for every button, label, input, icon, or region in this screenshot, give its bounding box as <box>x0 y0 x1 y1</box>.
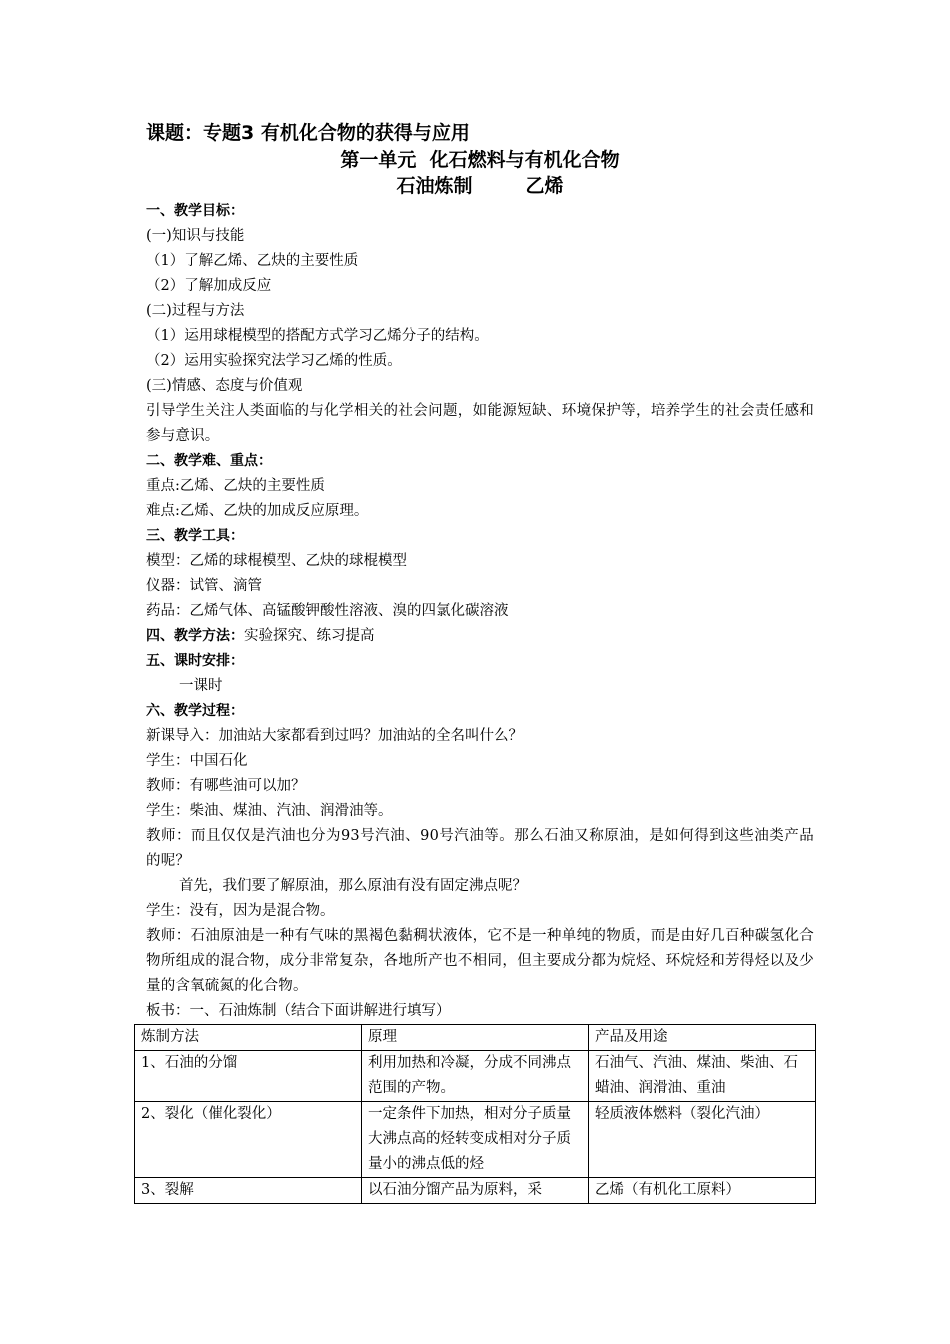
emotion-paragraph: 引导学生关注人类面临的与化学相关的社会问题，如能源短缺、环境保护等，培养学生的社会责任感和参与意识。 <box>146 403 814 444</box>
table-row <box>135 1178 816 1204</box>
procedure-heading: 六、教学过程： <box>146 703 244 719</box>
lesson-title: 石油炼制 乙烯 <box>396 175 564 197</box>
knowledge-item-1: （1）了解乙烯、乙炔的主要性质 <box>146 253 359 269</box>
key-heading: 二、教学难、重点： <box>146 453 272 469</box>
dialogue-line-1: 新课导入：加油站大家都看到过吗？加油站的全名叫什么？ <box>146 728 523 744</box>
schedule-text: 一课时 <box>179 678 223 694</box>
document-page <box>141 119 814 1204</box>
method-heading: 四、教学方法： <box>146 628 244 644</box>
knowledge-item-2: （2）了解加成反应 <box>146 278 272 294</box>
difficult-point: 难点:乙烯、乙炔的加成反应原理。 <box>146 503 369 519</box>
dialogue-line-7: 学生：没有，因为是混合物。 <box>146 903 335 919</box>
table-cell: 2、裂化（催化裂化） <box>135 1102 362 1178</box>
table-cell: 一定条件下加热，相对分子质量大沸点高的烃转变成相对分子质量小的沸点低的烃 <box>362 1102 589 1178</box>
table-cell: 石油气、汽油、煤油、柴油、石蜡油、润滑油、重油 <box>589 1051 816 1102</box>
table-cell: 1、石油的分馏 <box>135 1051 362 1102</box>
dialogue-line-8: 教师：石油原油是一种有气味的黑褐色黏稠状液体，它不是一种单纯的物质，而是由好几百种碳氢化合物所组成的混合物，成分非常复杂，各地所产也不相同，但主要成分都为烷烃、环烷烃和芳得烃以及少量的含氧硫氮的化合物。 <box>146 928 814 994</box>
process-subheading: (二)过程与方法 <box>146 303 245 319</box>
method-text: 实验探究、练习提高 <box>244 628 375 644</box>
method-row <box>146 624 814 649</box>
table-cell: 利用加热和冷凝，分成不同沸点范围的产物。 <box>362 1051 589 1102</box>
process-item-2: （2）运用实验探究法学习乙烯的性质。 <box>146 353 402 369</box>
tools-reagent: 药品：乙烯气体、高锰酸钾酸性溶液、溴的四氯化碳溶液 <box>146 603 509 619</box>
document-title: 课题：专题3 有机化合物的获得与应用 <box>146 122 470 144</box>
dialogue-line-5: 教师：而且仅仅是汽油也分为93号汽油、90号汽油等。那么石油又称原油，是如何得到这些油类产品的呢？ <box>146 828 814 869</box>
key-point: 重点:乙烯、乙炔的主要性质 <box>146 478 325 494</box>
table-cell: 乙烯（有机化工原料） <box>589 1178 816 1204</box>
dialogue-line-3: 教师：有哪些油可以加？ <box>146 778 306 794</box>
table-header-cell: 产品及用途 <box>589 1025 816 1051</box>
knowledge-subheading: (一)知识与技能 <box>146 228 245 244</box>
table-header-row <box>135 1025 816 1051</box>
tools-model: 模型：乙烯的球棍模型、乙炔的球棍模型 <box>146 553 407 569</box>
table-cell: 3、裂解 <box>135 1178 362 1204</box>
process-item-1: （1）运用球棍模型的搭配方式学习乙烯分子的结构。 <box>146 328 489 344</box>
table-row <box>135 1102 816 1178</box>
table-header-cell: 原理 <box>362 1025 589 1051</box>
emotion-subheading: (三)情感、态度与价值观 <box>146 378 303 394</box>
refining-table <box>134 1024 816 1204</box>
dialogue-line-2: 学生：中国石化 <box>146 753 248 769</box>
blackboard-note: 板书：一、石油炼制（结合下面讲解进行填写） <box>146 1003 451 1019</box>
tools-instrument: 仪器：试管、滴管 <box>146 578 262 594</box>
dialogue-line-4: 学生：柴油、煤油、汽油、润滑油等。 <box>146 803 393 819</box>
unit-title: 第一单元 化石燃料与有机化合物 <box>340 149 620 171</box>
schedule-heading: 五、课时安排： <box>146 653 244 669</box>
table-cell: 轻质液体燃料（裂化汽油） <box>589 1102 816 1178</box>
table-header-cell: 炼制方法 <box>135 1025 362 1051</box>
goals-heading: 一、教学目标： <box>146 203 244 219</box>
table-cell: 以石油分馏产品为原料，采 <box>362 1178 589 1204</box>
dialogue-line-6: 首先，我们要了解原油，那么原油有没有固定沸点呢？ <box>179 878 527 894</box>
tools-heading: 三、教学工具： <box>146 528 244 544</box>
table-row <box>135 1051 816 1102</box>
